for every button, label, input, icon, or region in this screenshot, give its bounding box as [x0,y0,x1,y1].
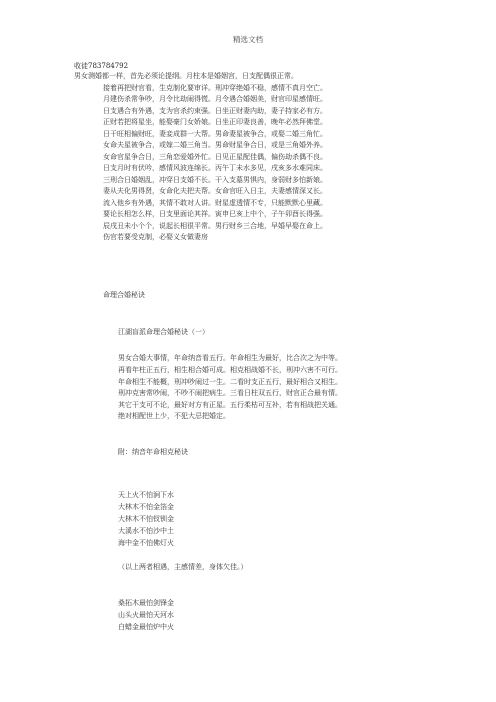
verse-line: 月建伤杀常争吵，月令比劫闹得慌。月令遇合婚姻美，财官印星感情旺。 [103,95,327,103]
verse-line: 绝对相配世上少，不犯大忌把婚定。 [118,412,230,420]
section-subtitle: 江湖盲派命理合婚秘诀（一） [118,328,209,336]
verse-line: 日支遇合有外遇，支为官杀约束强。日坐正财妻内助，妻子持家必有方。 [103,107,327,115]
verse-line: 年命相生不能概，刑冲吵闹过一生。二看时支正五行，最好相合又相生。 [118,378,342,386]
verse-line: 其它干支可不论，最好对方有正星。五行柔枯可互补，若有相战把关通。 [118,401,342,409]
verse-line: 要论长相怎么样，日支里面论其祥。寅申巳亥上中个，子午卯酉长得强。 [103,210,327,218]
verse-line: 三刑合日婚姻乱，冲穿日支婚不长。干入支墓男惧内，身弱财多怕新娘。 [103,176,327,184]
verse-line: 日干旺相偏财旺，妻妾成群一大帮。男命妻星被争合，或娶二婚三角忙。 [103,130,327,138]
verse-line: 流入他乡有外遇，其情不敢对人讲。财星虚透情不专，只能默默心里藏。 [103,199,327,207]
verse-line: 再看年柱正五行，相生相合婚可成。相克相战婚不长，刑冲六害不可行。 [118,366,342,374]
list-item: 山头火最怕天河水 [118,611,174,619]
verse-line: 辰戌丑未小个个，说起长相很平常。男行财乡三合地，早婚早娶在命上。 [103,222,327,230]
verse-line: 男女合婚大事情，年命纳音看五行。年命相生为最好，比合次之为中等。 [118,354,342,362]
verse-line: 刑冲克害常吵闹，不吵不闹把病生。三看日柱双五行，财官正合最有情。 [118,389,342,397]
verse-line: 妻从夫化男得贤，女命化夫把夫帮。女命官旺入日主，夫妻感情深又长。 [103,187,327,195]
list-item: 大溪水不怕沙中土 [118,527,174,535]
list-item: 白蜡金最怕炉中火 [118,623,174,631]
document-id: 收徒783784792 [74,62,129,70]
list-item: 海中金不怕佛灯火 [118,539,174,547]
verse-line: 女命夫星被争合，或嫁二婚三角当。男命财星争合日，或是三角婚外养。 [103,141,327,149]
list-item: 大林木不怕钗钏金 [118,515,174,523]
section-title: 命理合婚秘诀 [103,291,145,299]
appendix-title: 附：纳音年命相克秘诀 [118,448,188,456]
verse-line: 正财若把将星坐，能娶豪门女娇娘。日坐正印妻良善，晚年必然拜佛堂。 [103,118,327,126]
intro-line: 男女测婚都一样，首先必须论提纲。月柱本是婚姻宫，日支配偶很正常。 [74,72,298,80]
list-item: 天上火不怕涧下水 [118,491,174,499]
verse-line: 接着再把财官看，生克制化要审详。刑冲穿绝婚不稳，感情不真月空亡。 [103,84,327,92]
page-header: 精选文档 [233,35,263,44]
list-item: 大林木不怕金箔金 [118,503,174,511]
list-note: （以上两者相遇，主感情差，身体欠佳。） [118,563,248,571]
verse-line: 日支月时有伏吟，感情风波连绵长。丙午丁未水多见，戌亥多水难同床。 [103,164,327,172]
verse-line: 伤官若要受克制，必娶义女做妻房 [103,233,208,241]
list-item: 桑拓木最怕剑锋金 [118,599,174,607]
verse-line: 女命官星争合日，三角恋爱婚外忙。日见正星配佳偶，偏伤劫杀偶不良。 [103,153,327,161]
